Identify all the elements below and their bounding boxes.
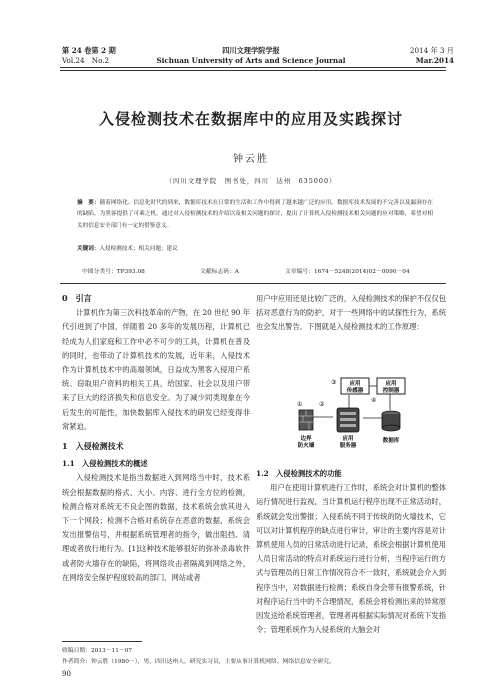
- database-label: 数据库: [382, 438, 400, 444]
- database-server-icon: [382, 411, 400, 431]
- volume-issue-cn: 第 24 卷第 2 期: [62, 46, 116, 55]
- edge-firewall-label-1: 边界: [300, 436, 312, 442]
- app-server-icon: [337, 408, 359, 432]
- app-sensor-label-2: 传感器: [346, 388, 364, 394]
- keywords-label: 关键词：: [77, 246, 100, 252]
- footnote-rule: [62, 641, 142, 642]
- author-affiliation: （四川文理学院 图书处，四川 达州 635000）: [165, 177, 337, 185]
- date-en: Mar.2014: [415, 55, 454, 65]
- right-column: [256, 292, 446, 335]
- author-bio: 作者简介：钟云胜（1980－），男，四川达州人，研究实习员，主要从事计算机网络、网络信息安全研究。: [62, 659, 335, 665]
- journal-name-en: Sichuan University of Arts and Science Journal: [156, 55, 346, 65]
- keywords-text: 入侵检测技术；相关问题；建议: [99, 246, 178, 252]
- abstract: [77, 198, 433, 232]
- abstract-label: 摘 要：: [77, 200, 100, 206]
- paper-title: 入侵检测技术在数据库中的应用及实践探讨: [98, 110, 403, 128]
- section1-heading: 1 入侵检测技术: [62, 441, 124, 452]
- journal-name-cn: 四川文理学院学报: [222, 46, 280, 55]
- marker-2: ②: [319, 401, 325, 408]
- app-sensor-label-1: 应用: [349, 381, 361, 387]
- marker-4: ④: [371, 397, 377, 404]
- edge-firewall-icon: [299, 410, 313, 430]
- app-server-label-2: 服务器: [339, 443, 357, 449]
- received-date: 收稿日期：2013－11－07: [62, 648, 133, 654]
- journal-date: [410, 46, 454, 65]
- edge-firewall-label-2: 防火墙: [297, 443, 315, 449]
- keywords: [77, 244, 178, 252]
- date-cn: 2014 年 3 月: [409, 46, 454, 55]
- left-column: [62, 291, 250, 585]
- subsection-1-2-heading: 1.2 入侵检测技术的功能: [256, 469, 342, 478]
- ids-architecture-diagram: [297, 372, 407, 464]
- intro-paragraph: 计算机作为第三次科技革命的产物，在 20 世纪 90 年代引进到了中国，伴随着 20 多年的发展历程，计算机已经成为人们家庭和工作中必不可少的工具，计算机在普及的同时，也带动了计算机技术的发展，近年来，入侵技术作为计算机技术中的高端领域，日益成为黑客入侵用户系统、窃取用户资料的相关工具，给国家、社会以及用户带来了巨大的经济损失和信息安全。为了减少同类现象在今后发生的可能性，加快数据库入侵技术的研发已经变得非常紧迫。: [62, 308, 250, 431]
- app-controller-box: [377, 378, 405, 394]
- volume-issue-en: Vol.24 No.2: [62, 55, 110, 65]
- meta-rule: [60, 283, 446, 284]
- subsection-1-1-paragraph: 入侵检测技术是指当数据进入到网络当中时，技术系统会根据数据的格式、大小、内容、进行全方位的检测，检测合格对系统无不良企图的数据，技术系统会放其进入下一个网段；检测不合格对系统存在恶意的数据，系统会发出报警信号，并根据系统管理者的指令，做出阻挡、清理或者放行地行为。[1]这种技术能够很好的弥补杀毒软件或者防火墙存在的缺陷，将网络攻击者隔离到网络之外，在网络安全保护程度较高的部门、网站或者: [62, 473, 250, 582]
- right-top-paragraph: 用户中应用还是比较广泛的，入侵检测技术的保护不仅仅包括对恶意行为的防护，对于一些网络中的试探性行为，系统也会发出警告。下图就是入侵检测技术的工作原理：: [256, 294, 446, 332]
- marker-1: ①: [297, 401, 303, 408]
- header-rule-thick: [60, 67, 446, 68]
- right-column-lower: [256, 467, 446, 637]
- intro-heading: 0 引言: [62, 293, 92, 303]
- app-server-label-1: 应用: [342, 436, 354, 442]
- subsection-1-1-heading: 1.1 入侵检测技术的概述: [62, 459, 148, 469]
- header-rule-thin: [60, 70, 446, 71]
- app-sensor-box: [341, 378, 369, 394]
- page-number: 90: [62, 670, 71, 678]
- abstract-text: 随着网络化、信息化时代的到来，数据库技术在日常的生活和工作中得到了越来越广泛的应用，数据库技术发展的不完善以及漏洞存在的缺陷，为黑客提供了可乘之机，通过对入侵检测技术的介绍以及相关问题的探讨，提出了计算机入侵检测技术相关问题的应对策略，希望对相关的信息安全部门有一定的借鉴意义。: [77, 200, 433, 229]
- clc-number: 中图分类号：TP393.08: [82, 269, 145, 275]
- app-controller-label-2: 控制器: [382, 388, 400, 394]
- marker-3: ③: [331, 379, 337, 386]
- author-name: 钟云胜: [233, 154, 269, 165]
- article-number: 文章编号：1674－5248(2014)02－0090－04: [285, 269, 410, 275]
- document-code: 文献标志码：A: [200, 269, 239, 275]
- subsection-1-2-paragraph: 用户在使用计算机进行工作时，系统会对计算机的整体运行情况进行监视，当计算机运行程序出现不正常活动时，系统就会发出警报；入侵系统不同于传统的防火墙技术，它可以对计算机程序的缺点进行审计，审计的主要内容是对计算机使用人员的日常活动进行记录，系统会根据计算机使用人员日常活动的特点对系统运行进行分析，当程序运行的方式与管理员的日常工作情况符合不一致时，系统就会介入到程序当中，对数据进行检测；系统自身会带有报警系统，针对程序运行当中的不合理情况，系统会将检测出来的异常原因发送给系统管理者，管理者再根据实际情况对系统下发指令；管理系统作为入侵系统的大脑会对: [256, 483, 446, 635]
- app-controller-label-1: 应用: [385, 381, 397, 387]
